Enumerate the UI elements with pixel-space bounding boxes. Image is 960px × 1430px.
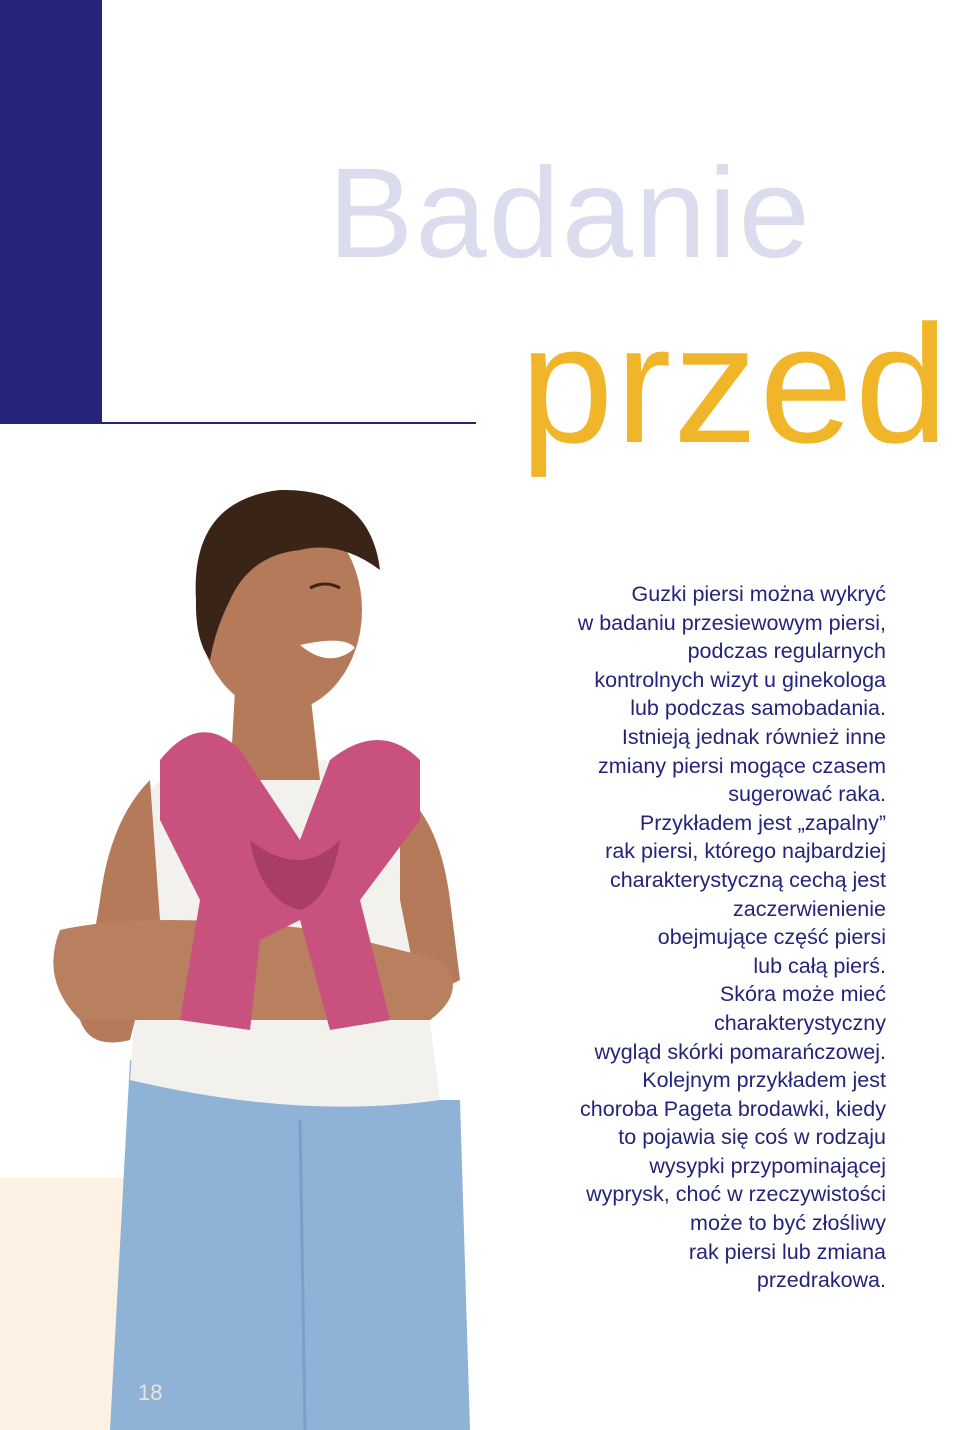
- body-line: Przykładem jest „zapalny”: [639, 810, 886, 835]
- body-line: to pojawia się coś w rodzaju: [618, 1125, 886, 1150]
- body-line: kontrolnych wizyt u ginekologa: [594, 667, 886, 692]
- body-line: Guzki piersi można wykryć: [631, 582, 886, 606]
- body-line: wysypki przypominającej: [649, 1153, 886, 1178]
- navy-side-bar: [0, 0, 102, 424]
- body-line: lub całą pierś.: [753, 953, 886, 978]
- body-line: obejmujące część piersi: [657, 925, 886, 950]
- body-line: choroba Pageta brodawki, kiedy: [580, 1096, 886, 1121]
- body-line: rak piersi, którego najbardziej: [605, 839, 886, 864]
- page-number: 18: [138, 1380, 163, 1405]
- body-line: charakterystyczną cechą jest: [609, 867, 886, 892]
- body-line: podczas regularnych: [687, 639, 886, 664]
- body-line: może to być złośliwy: [690, 1211, 886, 1236]
- body-line: Istnieją jednak również inne: [621, 724, 886, 749]
- smiling-woman-photo-icon: [0, 460, 560, 1430]
- body-line: w badaniu przesiewowym piersi,: [577, 610, 886, 635]
- title-line-2: przed: [520, 290, 951, 478]
- body-text-column: [486, 580, 886, 1295]
- horizontal-rule: [102, 422, 476, 424]
- body-line: Kolejnym przykładem jest: [642, 1068, 886, 1093]
- body-line: rak piersi lub zmiana: [688, 1239, 886, 1264]
- title-line-1: Badanie: [328, 142, 812, 285]
- body-line: zmiany piersi mogące czasem: [598, 753, 886, 778]
- body-line: wygląd skórki pomarańczowej.: [594, 1039, 886, 1064]
- body-line: lub podczas samobadania.: [630, 696, 886, 721]
- jeans-shape: [110, 1060, 470, 1430]
- body-line: zaczerwienienie: [733, 896, 886, 921]
- body-line: wyprysk, choć w rzeczywistości: [586, 1182, 886, 1207]
- body-line: charakterystyczny: [713, 1010, 886, 1035]
- body-line: sugerować raka.: [728, 782, 886, 807]
- body-line: przedrakowa.: [756, 1268, 886, 1293]
- body-line: Skóra może mieć: [719, 982, 886, 1007]
